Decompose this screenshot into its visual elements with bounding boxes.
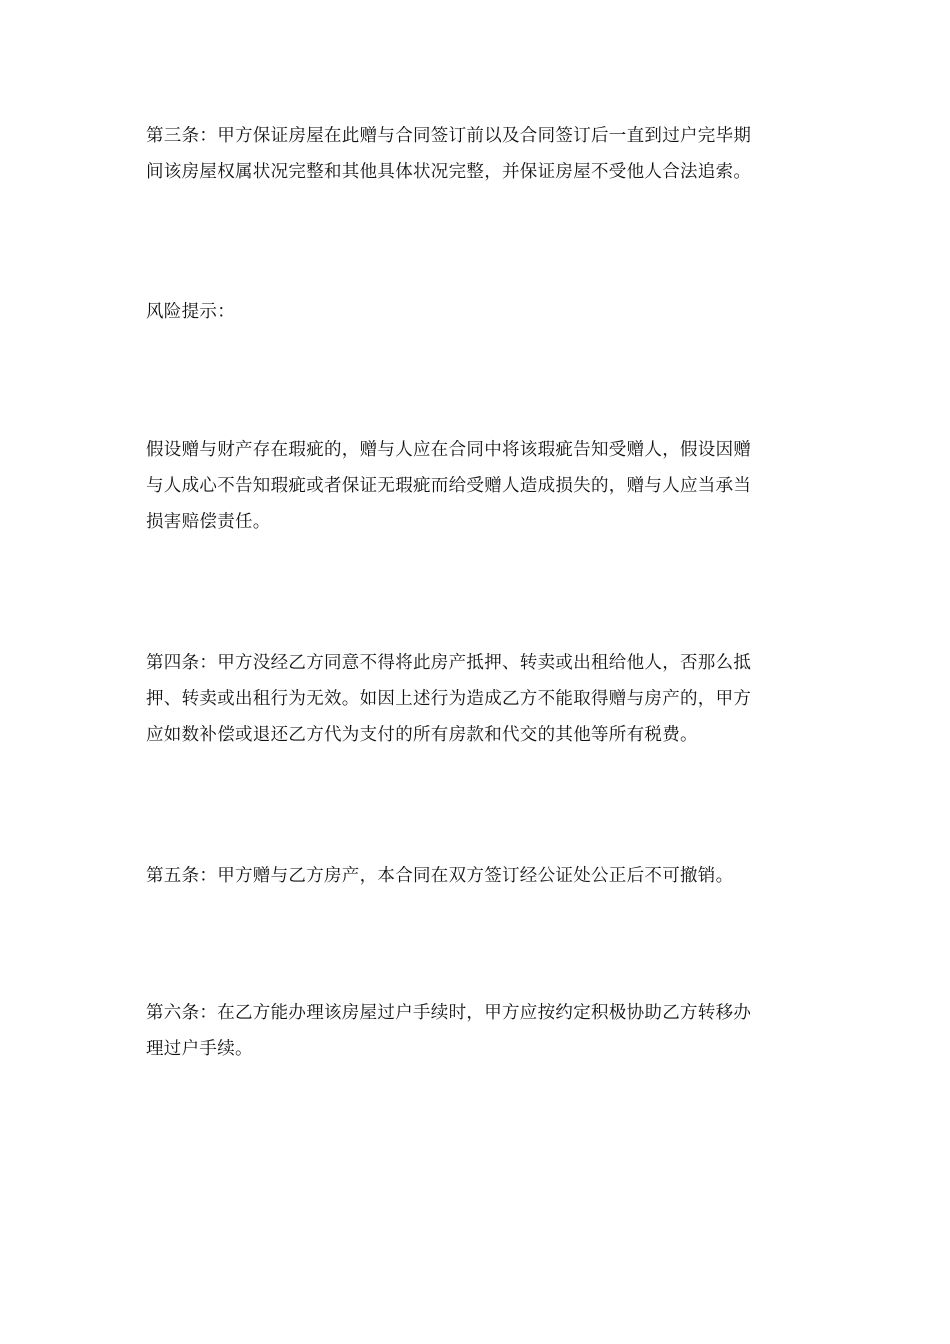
article-3-paragraph — [146, 118, 806, 190]
risk-heading — [146, 294, 806, 330]
article-5-paragraph — [146, 858, 806, 894]
risk-heading-line: 风险提示： — [146, 302, 235, 322]
article-3-line-1: 第三条：甲方保证房屋在此赠与合同签订前以及合同签订后一直到过户完毕期 — [146, 126, 752, 146]
article-4-line-2: 押、转卖或出租行为无效。如因上述行为造成乙方不能取得赠与房产的，甲方 — [146, 689, 752, 709]
article-6-line-2: 理过户手续。 — [146, 1039, 253, 1059]
article-6-paragraph — [146, 995, 806, 1067]
article-4-paragraph — [146, 645, 806, 753]
article-4-line-1: 第四条：甲方没经乙方同意不得将此房产抵押、转卖或出租给他人，否那么抵 — [146, 653, 752, 673]
article-3-line-2: 间该房屋权属状况完整和其他具体状况完整，并保证房屋不受他人合法追索。 — [146, 162, 752, 182]
risk-text-paragraph — [146, 432, 806, 540]
article-5-line-1: 第五条：甲方赠与乙方房产，本合同在双方签订经公证处公正后不可撤销。 — [146, 866, 734, 886]
risk-text-line-2: 与人成心不告知瑕疵或者保证无瑕疵而给受赠人造成损失的，赠与人应当承当 — [146, 476, 752, 496]
article-6-line-1: 第六条：在乙方能办理该房屋过户手续时，甲方应按约定积极协助乙方转移办 — [146, 1003, 752, 1023]
risk-text-line-1: 假设赠与财产存在瑕疵的，赠与人应在合同中将该瑕疵告知受赠人，假设因赠 — [146, 440, 752, 460]
risk-text-line-3: 损害赔偿责任。 — [146, 512, 271, 532]
article-4-line-3: 应如数补偿或退还乙方代为支付的所有房款和代交的其他等所有税费。 — [146, 725, 698, 745]
